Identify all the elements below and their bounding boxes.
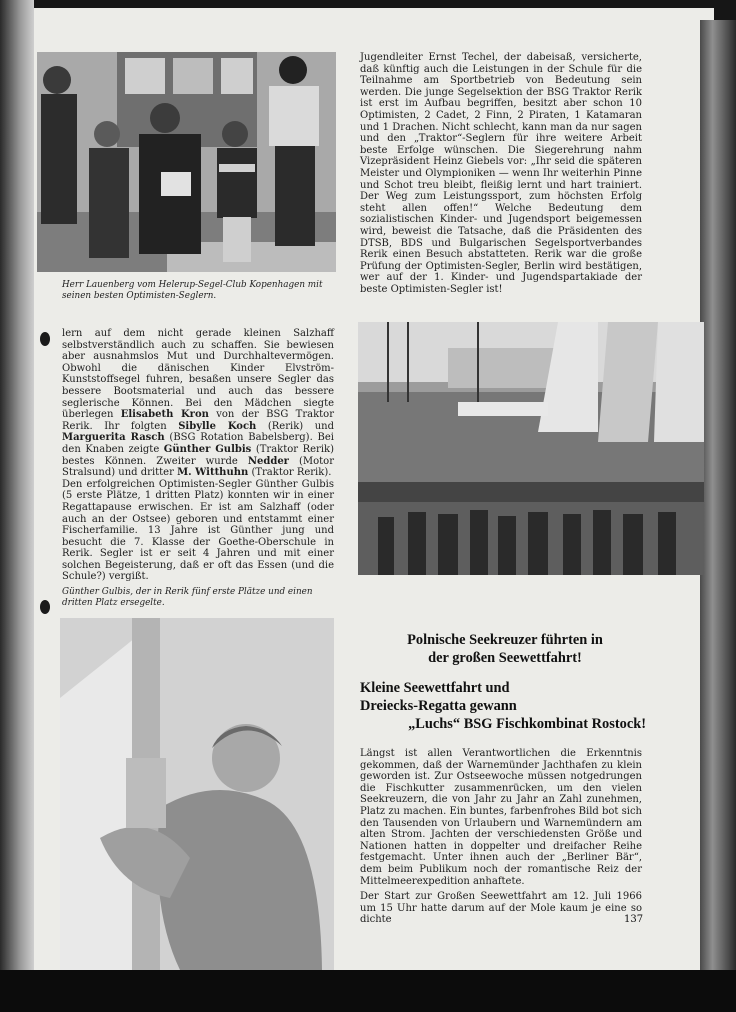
paragraph: Der Start zur Großen Seewettfahrt am 12. Juli 1966 um 15 Uhr hatte darum auf der Mole kaum je eine so dichte — [360, 891, 642, 926]
photo-caption-top: Herr Lauenberg vom Helerup-Segel-Club Kopenhagen mit seinen besten Optimisten-Seglern. — [62, 280, 323, 302]
text-run: (Rerik) und — [256, 420, 334, 432]
article-text-right-top: Jugendleiter Ernst Techel, der dabeisaß, versicherte, daß künftig auch die Leistungen in der Schule für die Teilnahme am Sportbetrieb von Bedeutung sein werden. Die junge Segelsektion der BSG Traktor Rerik ist erst im Aufbau begriffen, besitzt aber schon 10 Optimisten, 2 Cadet, 2 Finn, 2 Piraten, 1 Katamaran und 1 Drachen. Nicht schlecht, kann man da nur sagen und den „Traktor“-Seglern für ihre weitere Arbeit beste Erfolge wünschen. Die Siegerehrung nahm Vizepräsident Heinz Giebels vor: „Ihr seid die späteren Meister und Olympioniken — wenn Ihr weiterhin Pinne und Schot treu bleibt, fleißig lernt und hart trainiert. Der Weg zum Leistungssport, zum höchsten Erfolg steht allen offen!“ Welche Bedeutung dem sozialistischen Kinder- und Jugendsport beigemessen wird, beweist die Tatsache, daß die Präsidenten des DTSB, BDS und Bulgarischen Segelsportverbandes Rerik einen Besuch abstatteten. Rerik war die große Prüfung der Optimisten-Segler, Berlin wird bestätigen, wer auf der 1. Kinder- und Jugendspartakiade der beste Optimisten-Segler ist! — [360, 52, 642, 295]
winner-name: Marguerita Rasch — [62, 432, 165, 444]
text-run: (Traktor Rerik) bestes Können. Zweiter wurde — [62, 443, 334, 467]
photo-caption-bottom: Günther Gulbis, der in Rerik fünf erste Plätze und einen dritten Platz ersegelte. — [62, 587, 313, 609]
headline-line: Dreiecks-Regatta gewann — [360, 698, 517, 714]
photo-harbor — [358, 322, 704, 575]
text-run: (Motor Stralsund) und dritter — [62, 455, 334, 479]
winner-name: Elisabeth Kron — [120, 409, 209, 421]
text-run: (Traktor Rerik). — [248, 467, 332, 479]
headline-luchs-win — [360, 679, 646, 733]
page-number: 137 — [624, 914, 644, 925]
book-left-edge — [0, 0, 34, 1012]
book-spine — [700, 20, 736, 970]
text-run: (BSG Rotation Babelsberg). Bei den Knaben zeigte — [62, 432, 334, 455]
photo-boy-sailor — [60, 618, 334, 970]
photo-group-sailors — [37, 52, 336, 272]
paragraph: Längst ist allen Verantwortlichen die Erkenntnis gekommen, daß der Warnemünder Jachthafen zu klein geworden ist. Zur Ostseewoche müssen notgedrungen die Fischkutter zusammenrücken, um den vielen Seekreuzern, die von Jahr zu Jahr an Zahl zunehmen, Platz zu machen. Ein buntes, farbenfrohes Bild bot sich den Tausenden von Urlaubern und Warnemündern am alten Strom. Jachten der verschiedensten Größe und Nationen hatten in doppelter und dreifacher Reihe festgemacht. Unter ihnen auch der „Berliner Bär“, dem beim Publikum noch der romantische Reiz der Mittelmeerexpedition anhaftete. — [360, 748, 642, 887]
headline-line: der großen Seewettfahrt! — [428, 650, 582, 666]
margin-bullet — [40, 600, 50, 614]
headline-line: „Luchs“ BSG Fischkombinat Rostock! — [408, 716, 646, 732]
paragraph: Den erfolgreichen Optimisten-Segler Günther Gulbis (5 erste Plätze, 1 dritten Platz) konnten wir in einer Regattapause erwischen. Er ist am Salzhaff (oder auch an der Ostsee) geboren und entstammt einer Fischerfamilie. 13 Jahre ist Günther jung und besucht die 7. Klasse der Goethe-Oberschule in Rerik. Segler ist er seit 4 Jahren und mit einer solchen Begeisterung, daß er oft das Essen (und die Schule?) vergißt. — [62, 478, 334, 583]
headline-line: Kleine Seewettfahrt und — [360, 680, 510, 696]
headline-polish-cruisers — [360, 631, 650, 667]
winner-name: Sibylle Koch — [178, 420, 257, 432]
scan-bottom-edge — [0, 970, 736, 1012]
text-run: von der BSG Traktor Rerik. Ihr folgten — [62, 409, 334, 432]
margin-bullet — [40, 332, 50, 346]
winner-name: Nedder — [247, 455, 289, 467]
winner-name: Günther Gulbis — [163, 443, 252, 455]
article-text-left-mid — [62, 328, 334, 583]
winner-name: M. Witthuhn — [177, 467, 249, 479]
headline-line: Polnische Seekreuzer führten in — [407, 632, 603, 648]
article-text-right-bottom — [360, 748, 642, 926]
text-run: lern auf dem nicht gerade kleinen Salzhaff selbstverständlich auch zu schaffen. Sie bewiesen aber ausnahmslos Mut und Durchhaltevermögen. Obwohl die dänischen Kinder Elvström-Kunststoffsegel fuhren, besaßen unsere Segler das bessere Bootsmaterial und auch das bessere seglerische Können. Bei den Mädchen siegte überlegen — [62, 328, 334, 421]
